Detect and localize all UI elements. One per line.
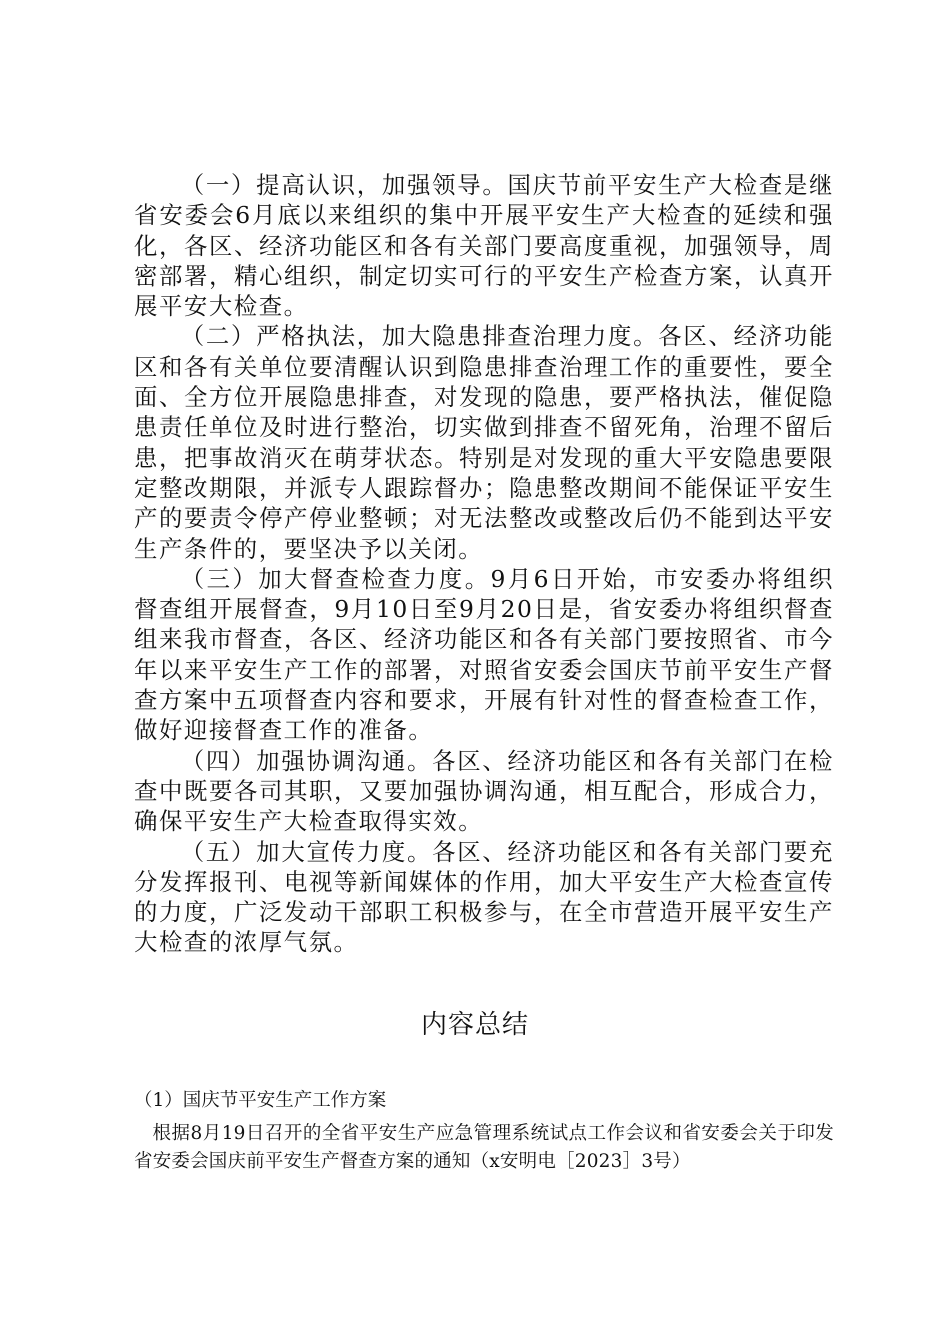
summary-subtitle: （1）国庆节平安生产工作方案 — [134, 1090, 387, 1111]
paragraph-3: （三）加大督查检查力度。9月6日开始，市安委办将组织督查组开展督查，9月10日至9月20日是，省安委办将组织督查组来我市督查，各区、经济功能区和各有关部门要按照省、市今年以来平安生产工作的部署，对照省安委会国庆节前平安生产督查方案中五项督查内容和要求，开展有针对性的督查检查工作，做好迎接督查工作的准备。 — [134, 564, 834, 745]
summary-section — [134, 1088, 834, 1176]
summary-title: 内容总结 — [420, 1010, 529, 1040]
document-body — [134, 170, 834, 958]
paragraph-4: （四）加强协调沟通。各区、经济功能区和各有关部门在检查中既要各司其职，又要加强协调沟通，相互配合，形成合力，确保平安生产大检查取得实效。 — [134, 746, 834, 836]
paragraph-5: （五）加大宣传力度。各区、经济功能区和各有关部门要充分发挥报刊、电视等新闻媒体的作用，加大平安生产大检查宣传的力度，广泛发动干部职工积极参与，在全市营造开展平安生产大检查的浓厚气氛。 — [134, 837, 834, 957]
paragraph-2: （二）严格执法，加大隐患排查治理力度。各区、经济功能区和各有关单位要清醒认识到隐患排查治理工作的重要性，要全面、全方位开展隐患排查，对发现的隐患，要严格执法，催促隐患责任单位及时进行整治，切实做到排查不留死角，治理不留后患，把事故消灭在萌芽状态。特别是对发现的重大平安隐患要限定整改期限，并派专人跟踪督办；隐患整改期间不能保证平安生产的要责令停产停业整顿；对无法整改或整改后仍不能到达平安生产条件的，要坚决予以关闭。 — [134, 322, 834, 563]
paragraph-1: （一）提高认识，加强领导。国庆节前平安生产大检查是继省安委会6月底以来组织的集中开展平安生产大检查的延续和强化，各区、经济功能区和各有关部门要高度重视，加强领导，周密部署，精心组织，制定切实可行的平安生产检查方案，认真开展平安大检查。 — [134, 171, 834, 321]
summary-text: 根据8月19日召开的全省平安生产应急管理系统试点工作会议和省安委会关于印发省安委会国庆前平安生产督查方案的通知（x安明电［2023］3号） — [134, 1123, 834, 1172]
